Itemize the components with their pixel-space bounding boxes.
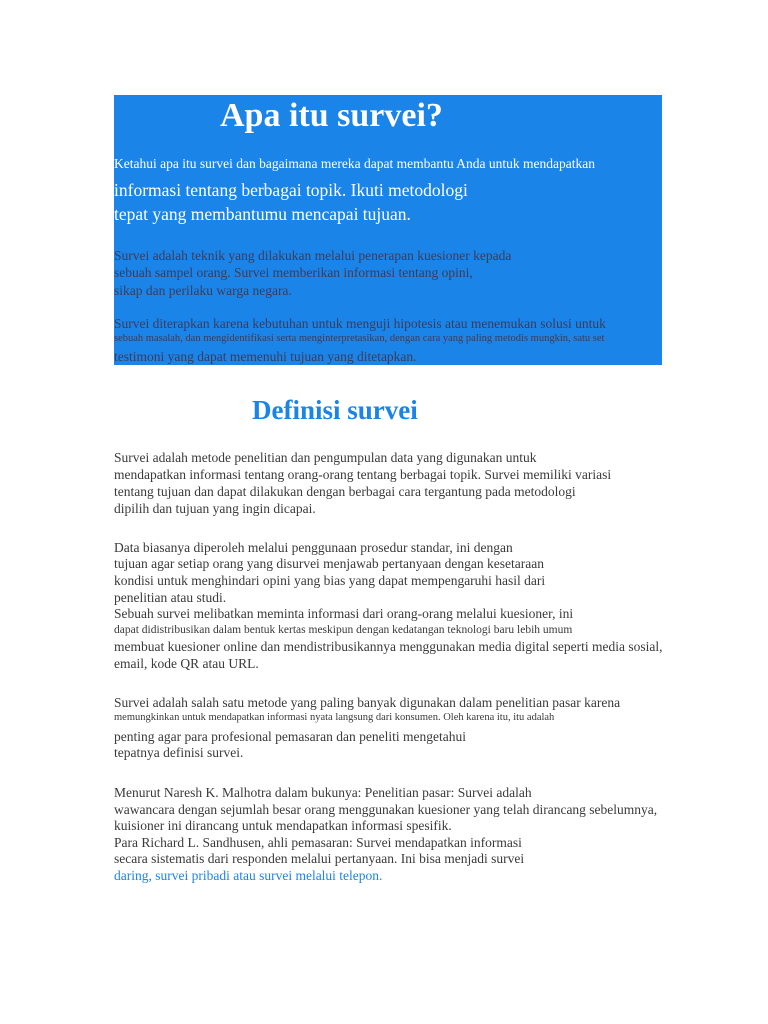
- page-title: Apa itu survei?: [220, 97, 443, 134]
- body-text-line: tentang tujuan dan dapat dilakukan dengan berbagai cara tergantung pada metodologi: [114, 484, 576, 499]
- hero-intro-line: tepat yang membantumu mencapai tujuan.: [114, 204, 411, 224]
- survey-methods-link[interactable]: daring, survei pribadi atau survei melalui telepon.: [114, 868, 383, 883]
- body-text-line: Survei adalah metode penelitian dan pengumpulan data yang digunakan untuk: [114, 450, 537, 465]
- body-text-line: kondisi untuk menghindari opini yang bias yang dapat mempengaruhi hasil dari: [114, 573, 546, 588]
- body-text-line: Sebuah survei melibatkan meminta informasi dari orang-orang melalui kuesioner, ini: [114, 606, 574, 621]
- hero-intro-line: informasi tentang berbagai topik. Ikuti metodologi: [114, 180, 468, 200]
- body-text-line: tepatnya definisi survei.: [114, 745, 244, 760]
- body-text-line: memungkinkan untuk mendapatkan informasi nyata langsung dari konsumen. Oleh karena itu, itu adalah: [114, 712, 555, 723]
- body-text-line: tujuan agar setiap orang yang disurvei menjawab pertanyaan dengan kesetaraan: [114, 556, 544, 571]
- body-text-line: Data biasanya diperoleh melalui penggunaan prosedur standar, ini dengan: [114, 540, 513, 555]
- body-text-line: dapat didistribusikan dalam bentuk kertas meskipun dengan kedatangan teknologi baru lebih umum: [114, 624, 573, 636]
- body-text-line: Para Richard L. Sandhusen, ahli pemasaran: Survei mendapatkan informasi: [114, 835, 522, 850]
- hero-paragraph-line: testimoni yang dapat memenuhi tujuan yang ditetapkan.: [114, 349, 417, 364]
- body-text-line: wawancara dengan sejumlah besar orang menggunakan kuesioner yang telah dirancang sebelumnya,: [114, 802, 658, 817]
- hero-paragraph-line: sebuah sampel orang. Survei memberikan informasi tentang opini,: [114, 265, 473, 280]
- body-text-line: kuisioner ini dirancang untuk mendapatkan informasi spesifik.: [114, 818, 452, 833]
- body-text-line: Survei adalah salah satu metode yang paling banyak digunakan dalam penelitian pasar karena: [114, 695, 621, 710]
- hero-paragraph-line: sebuah masalah, dan mengidentifikasi serta menginterpretasikan, dengan cara yang paling metodis mungkin, satu set: [114, 333, 605, 344]
- body-text-line: mendapatkan informasi tentang orang-orang tentang berbagai topik. Survei memiliki variasi: [114, 467, 612, 482]
- body-text-line: penting agar para profesional pemasaran dan peneliti mengetahui: [114, 729, 466, 744]
- hero-paragraph-line: Survei adalah teknik yang dilakukan melalui penerapan kuesioner kepada: [114, 248, 512, 263]
- body-text-line: membuat kuesioner online dan mendistribusikannya menggunakan media digital seperti media sosial,: [114, 639, 663, 654]
- body-text-line: email, kode QR atau URL.: [114, 656, 259, 671]
- body-text-line: Menurut Naresh K. Malhotra dalam bukunya: Penelitian pasar: Survei adalah: [114, 785, 532, 800]
- body-text-line: secara sistematis dari responden melalui pertanyaan. Ini bisa menjadi survei: [114, 851, 525, 866]
- hero-intro-line: Ketahui apa itu survei dan bagaimana mereka dapat membantu Anda untuk mendapatkan: [114, 156, 595, 171]
- hero-paragraph-line: Survei diterapkan karena kebutuhan untuk menguji hipotesis atau menemukan solusi untuk: [114, 316, 606, 331]
- body-text-line: penelitian atau studi.: [114, 590, 227, 605]
- hero-paragraph-line: sikap dan perilaku warga negara.: [114, 283, 292, 298]
- body-text-line: dipilih dan tujuan yang ingin dicapai.: [114, 501, 316, 516]
- section-heading: Definisi survei: [252, 395, 418, 425]
